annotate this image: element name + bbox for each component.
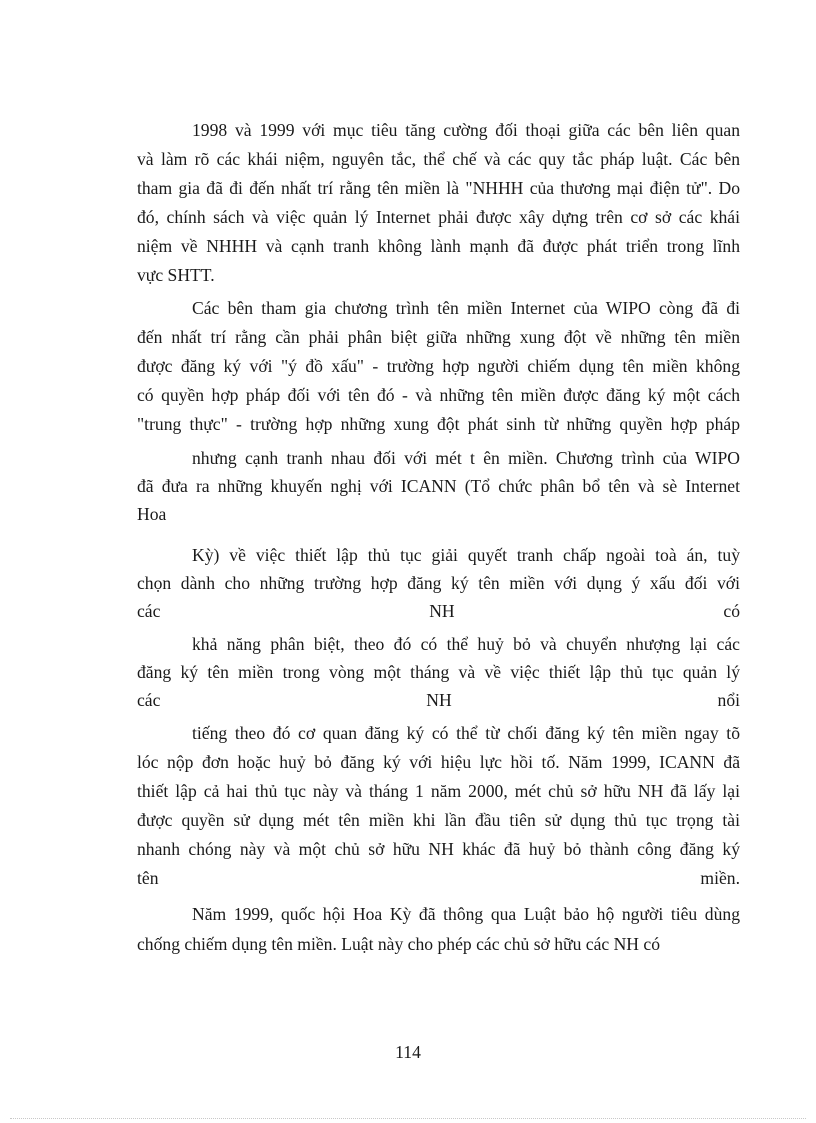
paragraph-2-line-1: Các bên tham gia chương trình tên miền Internet của WIPO còng đã đi <box>192 298 740 318</box>
paragraph-3-line-1: nhưng cạnh tranh nhau đối với mét t ên miền. Chương trình của WIPO <box>192 448 740 468</box>
paragraph-4-line-2: chọn dành cho những trường hợp đăng ký tên miền với dụng ý xấu đối với <box>137 573 740 593</box>
split-word: các <box>137 690 161 710</box>
split-word: có <box>723 601 740 621</box>
paragraph-5-line-2: đăng ký tên miền trong vòng một tháng và về việc thiết lập thủ tục quản lý <box>137 662 740 682</box>
split-word: NH <box>429 601 455 621</box>
paragraph-1-line-6: vực SHTT. <box>137 265 215 285</box>
page-number: 114 <box>395 1042 421 1062</box>
paragraph-3-line-2: đã đưa ra những khuyến nghị với ICANN (Tổ chức phân bổ tên và sè Internet <box>137 476 740 496</box>
page-bottom-divider <box>10 1118 806 1119</box>
paragraph-3-line-3: Hoa <box>137 504 167 524</box>
paragraph-4-line-1: Kỳ) về việc thiết lập thủ tục giải quyết tranh chấp ngoài toà án, tuỳ <box>192 545 740 565</box>
paragraph-2-line-2: đến nhất trí rằng cần phải phân biệt giữa những xung đột về những tên miền <box>137 327 740 347</box>
split-word: nổi <box>717 690 740 710</box>
paragraph-1-line-5: niệm về NHHH và cạnh tranh không lành mạnh đã được phát triển trong lĩnh <box>137 236 740 256</box>
paragraph-1-line-1: 1998 và 1999 với mục tiêu tăng cường đối thoại giữa các bên liên quan <box>192 120 740 140</box>
paragraph-5-split-line <box>137 686 740 714</box>
paragraph-6-line-3: thiết lập cả hai thủ tục này và tháng 1 năm 2000, mét chủ sở hữu NH đã lấy lại <box>137 781 740 801</box>
paragraph-2-line-4: có quyền hợp pháp đối với tên đó - và những tên miền được đăng ký một cách <box>137 385 740 405</box>
split-word: NH <box>426 690 452 710</box>
paragraph-4-split-line <box>137 597 740 625</box>
paragraph-1-line-4: đó, chính sách và việc quản lý Internet phải được xây dựng trên cơ sở các khái <box>137 207 740 227</box>
paragraph-6-split-line <box>137 864 740 892</box>
paragraph-7-line-1: Năm 1999, quốc hội Hoa Kỳ đã thông qua Luật bảo hộ người tiêu dùng <box>192 904 740 924</box>
paragraph-6-line-1: tiếng theo đó cơ quan đăng ký có thể từ chối đăng ký tên miền ngay tõ <box>192 723 740 743</box>
split-word: tên <box>137 868 159 888</box>
paragraph-7-line-2: chống chiếm dụng tên miền. Luật này cho phép các chủ sở hữu các NH có <box>137 934 661 954</box>
paragraph-2-line-3: được đăng ký với "ý đồ xấu" - trường hợp người chiếm dụng tên miền không <box>137 356 740 376</box>
paragraph-2-line-5: "trung thực" - trường hợp những xung đột phát sinh từ những quyền hợp pháp <box>137 414 740 434</box>
paragraph-5-line-1: khả năng phân biệt, theo đó có thể huỷ bỏ và chuyển nhượng lại các <box>192 634 740 654</box>
split-word: các <box>137 601 161 621</box>
split-word: miền. <box>700 868 740 888</box>
paragraph-6-line-4: được quyền sử dụng mét tên miền khi lần đầu tiên sử dụng thủ tục trọng tài <box>137 810 740 830</box>
paragraph-1-line-3: tham gia đã đi đến nhất trí rằng tên miền là "NHHH của thương mại điện tử". Do <box>137 178 740 198</box>
paragraph-1-line-2: và làm rõ các khái niệm, nguyên tắc, thể chế và các quy tắc pháp luật. Các bên <box>137 149 740 169</box>
paragraph-6-line-5: nhanh chóng này và một chủ sở hữu NH khác đã huỷ bỏ thành công đăng ký <box>137 839 740 859</box>
paragraph-6-line-2: lóc nộp đơn hoặc huỷ bỏ đăng ký với hiệu lực hồi tố. Năm 1999, ICANN đã <box>137 752 740 772</box>
